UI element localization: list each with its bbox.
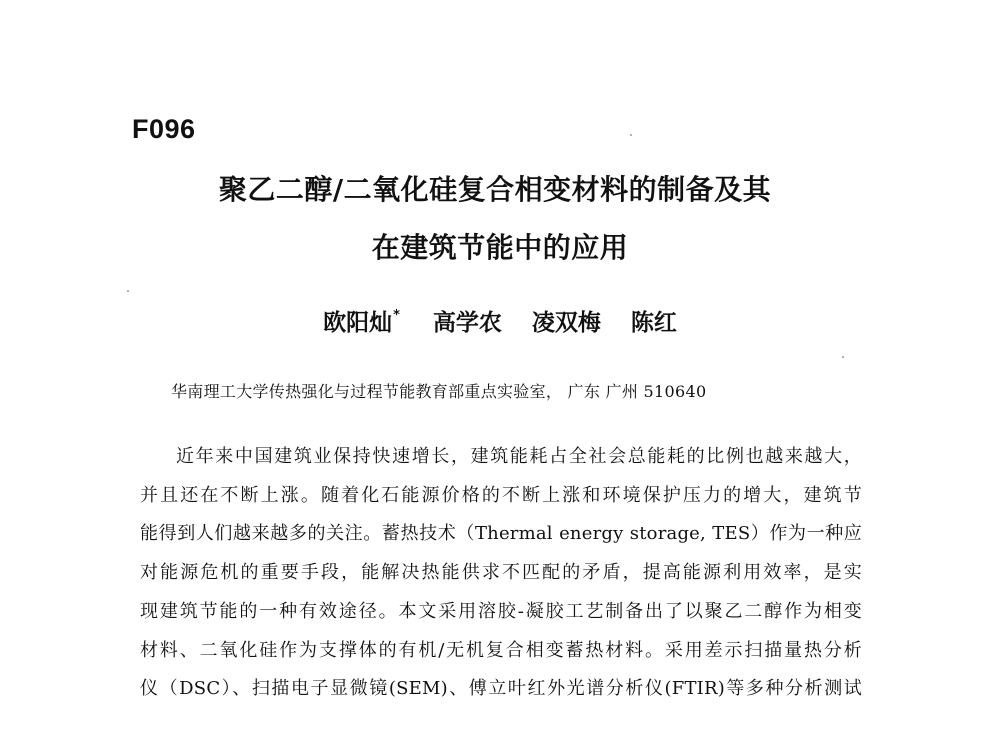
affiliation: 华南理工大学传热强化与过程节能教育部重点实验室， 广东 广州 510640 [171, 382, 707, 401]
author [433, 312, 502, 335]
corresponding-author-mark: * [393, 308, 400, 323]
author [532, 312, 601, 335]
author [631, 312, 677, 335]
body-line: 近年来中国建筑业保持快速增长，建筑能耗占全社会总能耗的比例也越来越大， [176, 446, 862, 467]
scan-speck [127, 290, 129, 292]
body-line: 仪（DSC）、扫描电子显微镜(SEM)、傅立叶红外光谱分析仪(FTIR)等多种分析测试 [140, 678, 862, 700]
scan-speck [630, 134, 632, 136]
body-line: 现建筑节能的一种有效途径。本文采用溶胶-凝胶工艺制备出了以聚乙二醇作为相变 [140, 600, 862, 622]
author-name: 凌双梅 [531, 310, 601, 336]
scan-speck [842, 356, 844, 358]
author-list [0, 308, 1000, 336]
paper-title-line-1: 聚乙二醇/二氧化硅复合相变材料的制备及其 [218, 173, 772, 206]
body-line: 并且还在不断上涨。随着化石能源价格的不断上涨和环境保护压力的增大，建筑节 [140, 484, 862, 506]
author [323, 308, 400, 336]
author-name: 欧阳灿 [323, 310, 393, 336]
paper-code: F096 [132, 114, 196, 144]
abstract-body [140, 438, 862, 709]
body-line: 材料、二氧化硅作为支撑体的有机/无机复合相变蓄热材料。采用差示扫描量热分析 [140, 639, 862, 661]
body-line: 对能源危机的重要手段，能解决热能供求不匹配的矛盾，提高能源利用效率，是实 [140, 562, 862, 584]
paper-title-line-2: 在建筑节能中的应用 [371, 231, 629, 264]
body-line: 能得到人们越来越多的关注。蓄热技术（Thermal energy storage, TES）作为一种应 [140, 523, 863, 545]
author-name: 陈红 [630, 310, 677, 336]
author-name: 高学农 [432, 310, 502, 336]
